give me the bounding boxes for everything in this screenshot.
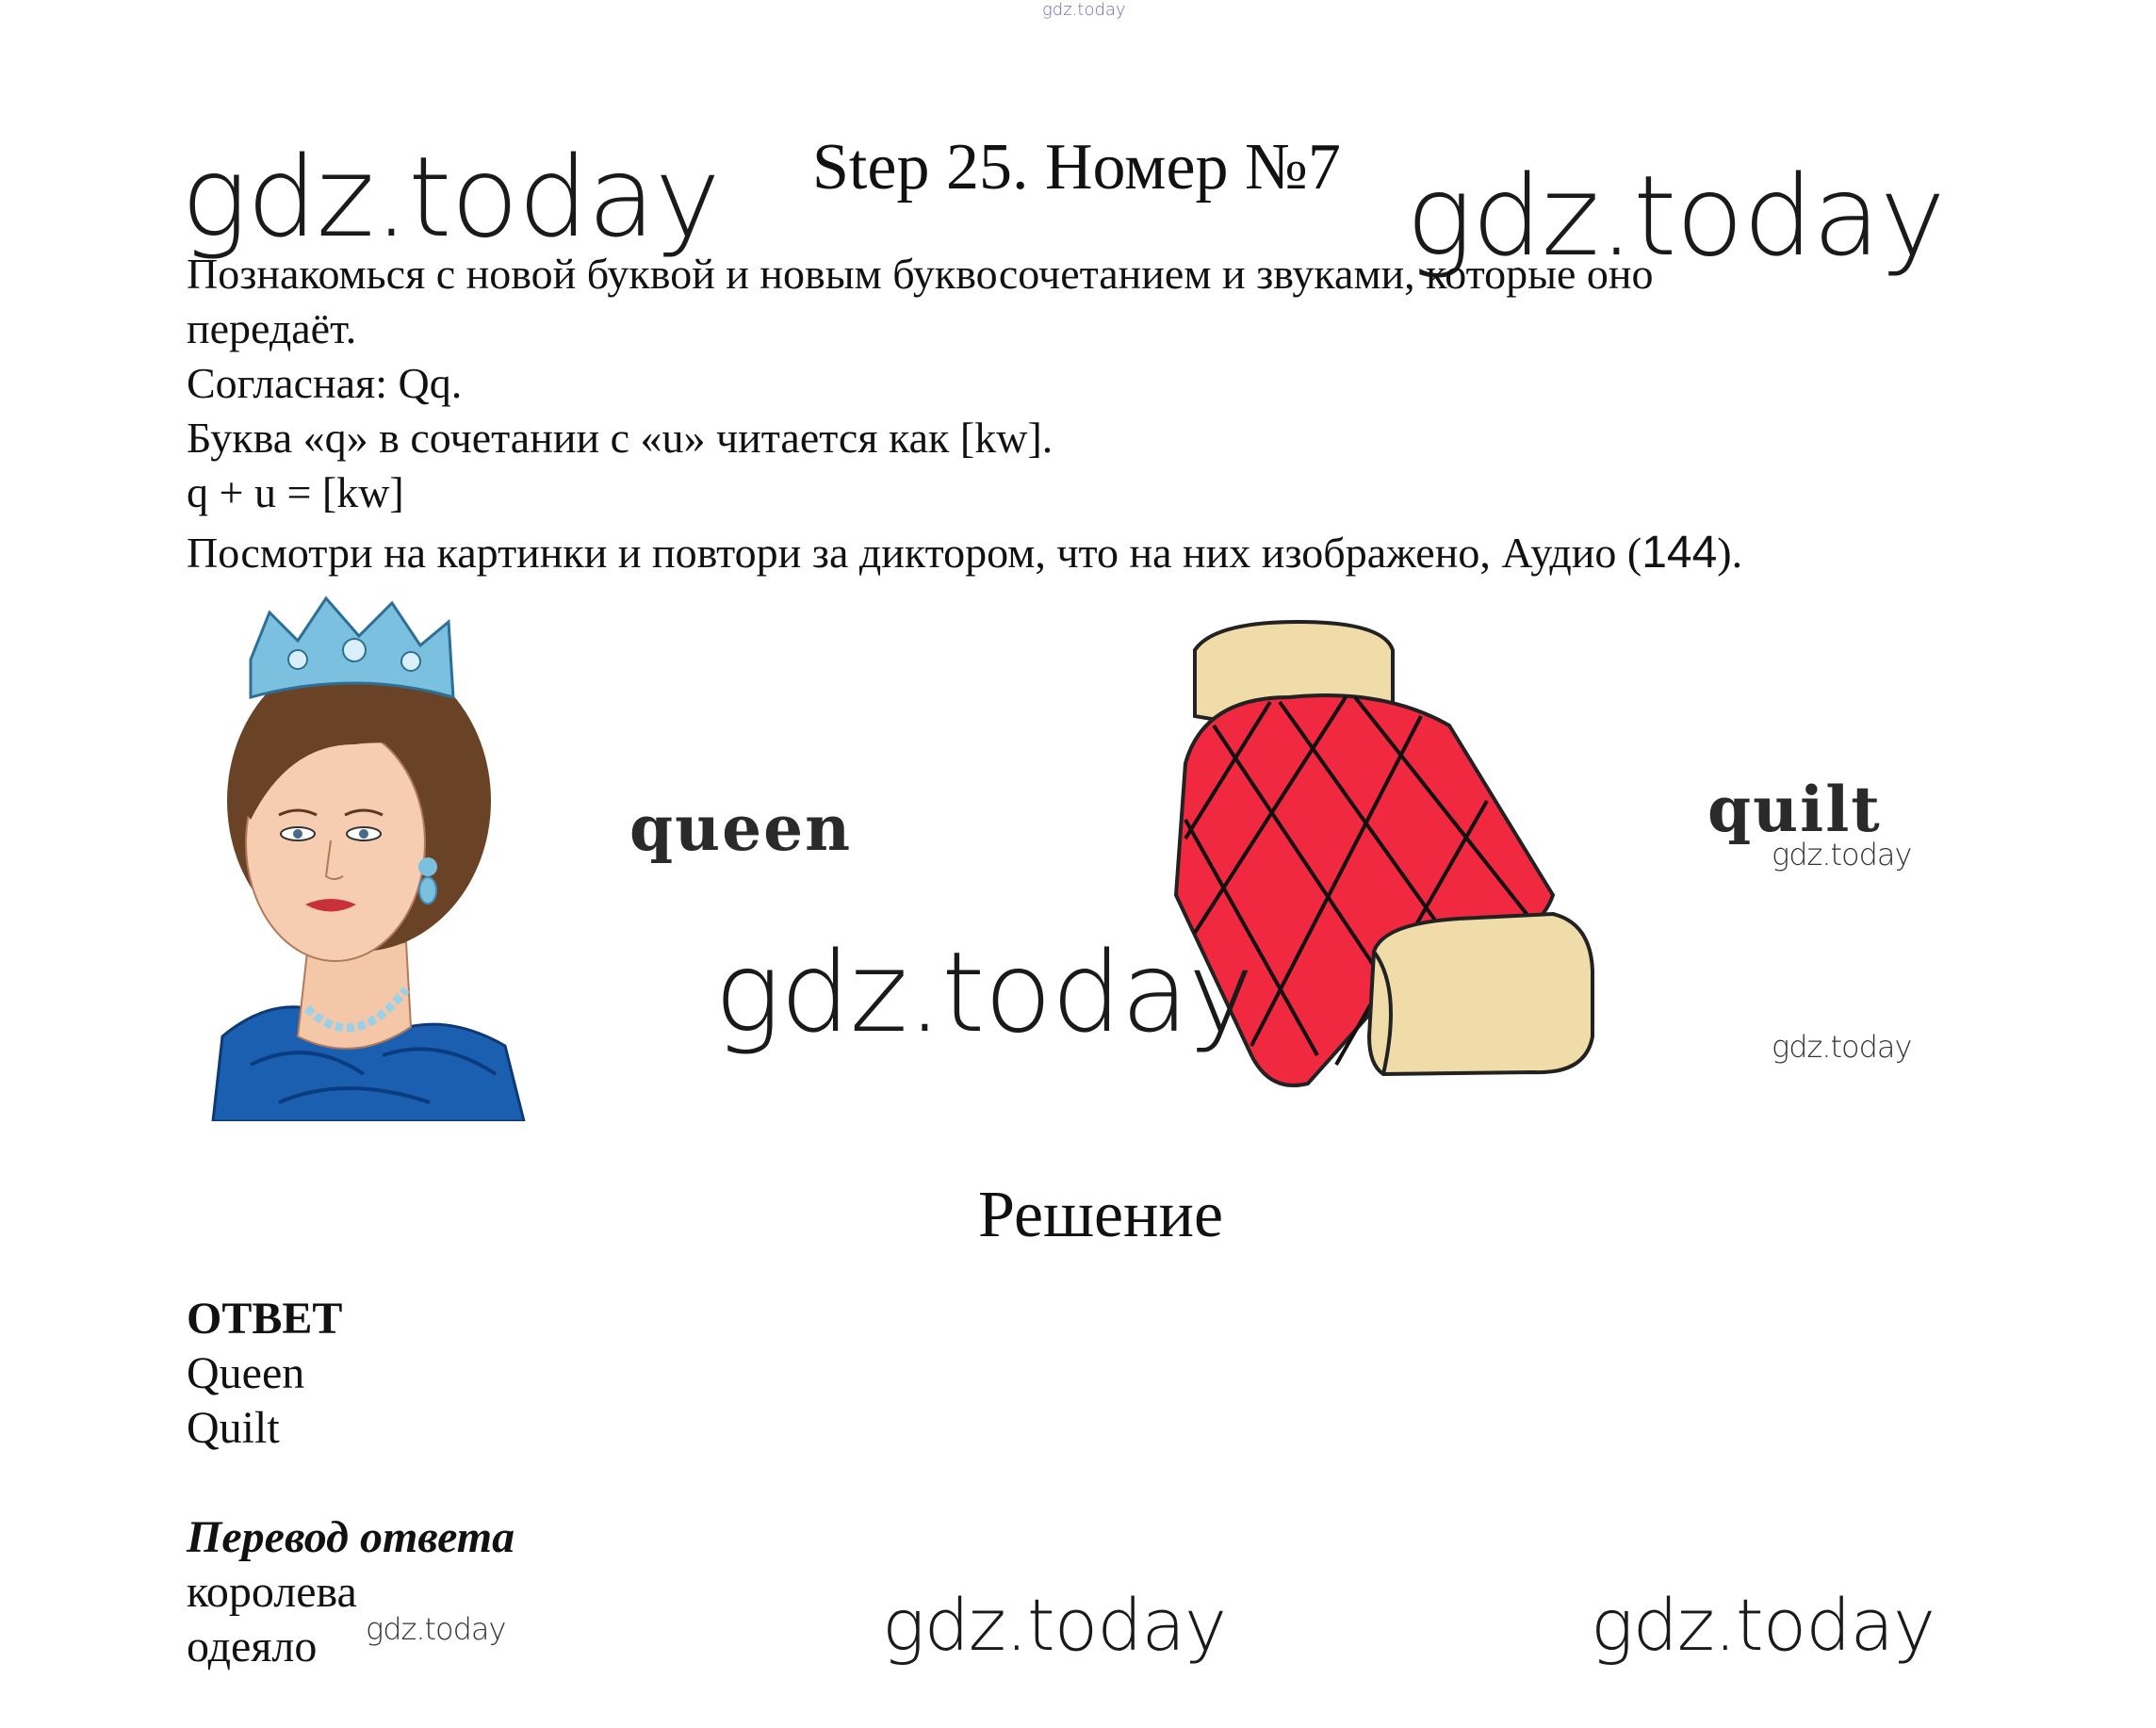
watermark-bottom-small: gdz.today bbox=[366, 1611, 506, 1647]
translation-item-1: королева bbox=[187, 1567, 357, 1617]
task-line-2: передаёт. bbox=[187, 304, 357, 352]
watermark-top: gdz.today bbox=[1042, 0, 1126, 20]
watermark-quilt: gdz.today bbox=[1772, 837, 1912, 872]
task-line-6 bbox=[187, 526, 1742, 580]
answer-item-1: Queen bbox=[187, 1348, 305, 1398]
task-line-6-text: Посмотри на картинки и повтори за диктором, что на них изображено, Аудио ( bbox=[187, 529, 1642, 577]
watermark-bottom-center: gdz.today bbox=[882, 1583, 1226, 1667]
solution-heading: Решение bbox=[978, 1179, 1224, 1251]
watermark-title-left: gdz.today bbox=[181, 132, 720, 262]
task-line-6-end: ). bbox=[1717, 529, 1743, 577]
task-line-5: q + u = [kw] bbox=[187, 468, 404, 516]
task-line-1: Познакомься с новой буквой и новым буквосочетанием и звуками, которые оно bbox=[187, 250, 1654, 298]
task-line-4: Буква «q» в сочетании с «u» читается как [kw]. bbox=[187, 414, 1054, 462]
queen-portrait-icon bbox=[194, 594, 535, 1121]
watermark-right-small: gdz.today bbox=[1772, 1029, 1912, 1065]
task-line-3: Согласная: Qq. bbox=[187, 359, 463, 407]
queen-word: queen bbox=[629, 791, 853, 865]
answer-label: ОТВЕТ bbox=[187, 1294, 343, 1344]
answer-item-2: Quilt bbox=[187, 1403, 280, 1453]
watermark-bottom-right: gdz.today bbox=[1591, 1583, 1935, 1667]
watermark-title-right: gdz.today bbox=[1406, 151, 1945, 281]
page-title: Step 25. Номер №7 bbox=[812, 131, 1341, 204]
translation-item-2: одеяло bbox=[187, 1622, 318, 1671]
audio-number: 144 bbox=[1642, 528, 1718, 578]
translation-label: Перевод ответа bbox=[187, 1512, 515, 1562]
watermark-center: gdz.today bbox=[714, 927, 1253, 1057]
quilt-word: quilt bbox=[1707, 773, 1882, 846]
